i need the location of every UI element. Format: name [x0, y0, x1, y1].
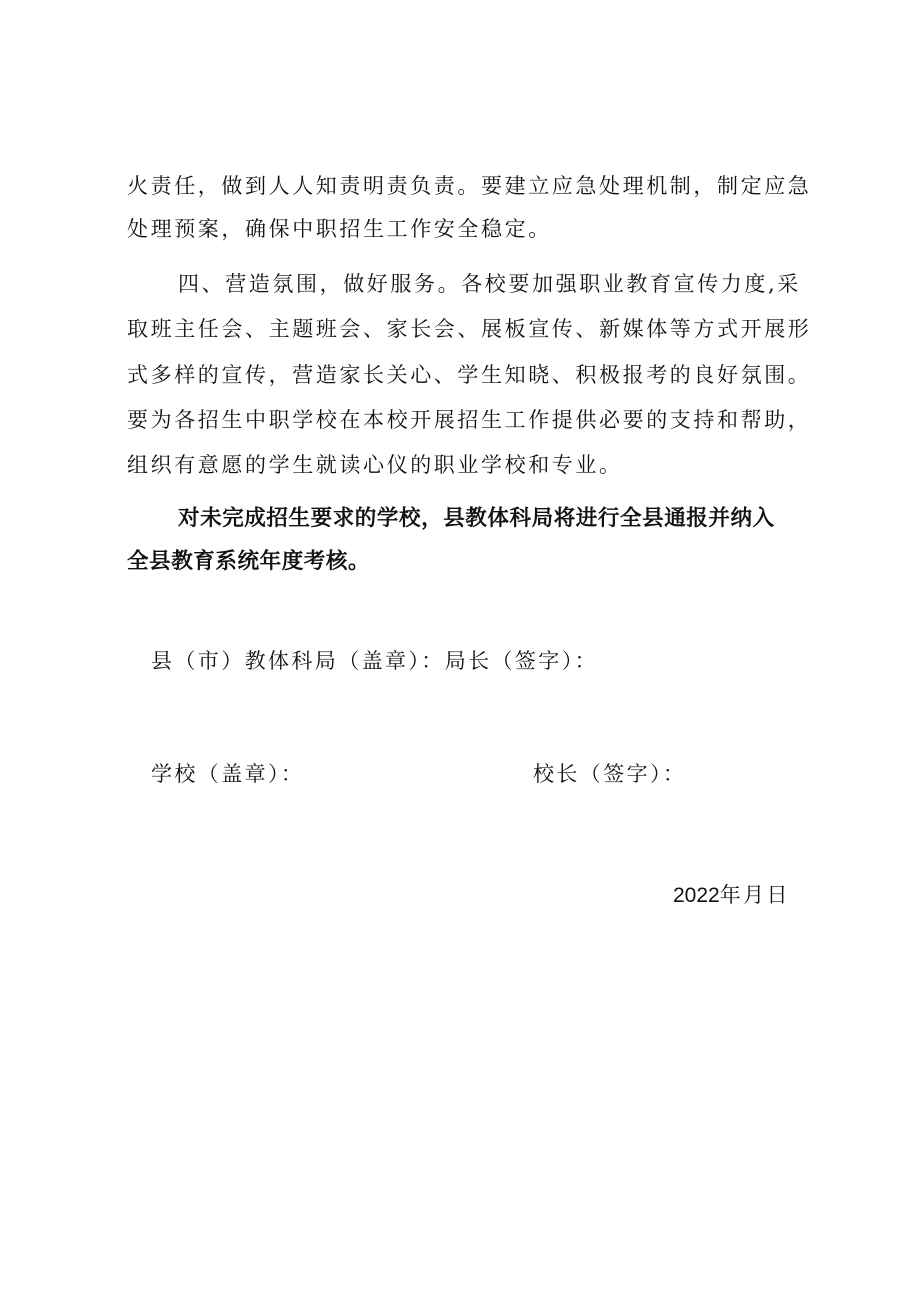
body-text-line: 四、营造氛围，做好服务。各校要加强职业教育宣传力度,采 — [178, 272, 801, 296]
bureau-signature-line: 县（市）教体科局（盖章）：局长（签字）： — [151, 649, 598, 673]
body-text-line: 式多样的宣传，营造家长关心、学生知晓、积极报考的良好氛围。 — [127, 363, 812, 387]
body-text-line: 处理预案，确保中职招生工作安全稳定。 — [127, 217, 552, 241]
body-text-line: 组织有意愿的学生就读心仪的职业学校和专业。 — [127, 453, 623, 477]
body-text-line: 火责任，做到人人知责明责负责。要建立应急处理机制，制定应急 — [127, 174, 812, 198]
document-date — [673, 881, 790, 910]
school-stamp-label: 学校（盖章）： — [151, 762, 305, 786]
principal-signature-label: 校长（签字）： — [533, 762, 687, 786]
date-year: 2022 — [673, 884, 720, 907]
body-text-line: 取班主任会、主题班会、家长会、展板宣传、新媒体等方式开展形 — [127, 317, 812, 341]
body-text-line: 对未完成招生要求的学校，县教体科局将进行全县通报并纳入 — [178, 506, 775, 531]
date-suffix: 年月日 — [719, 883, 790, 907]
body-text-line: 要为各招生中职学校在本校开展招生工作提供必要的支持和帮助， — [127, 408, 812, 432]
body-text-line: 全县教育系统年度考核。 — [127, 549, 371, 574]
